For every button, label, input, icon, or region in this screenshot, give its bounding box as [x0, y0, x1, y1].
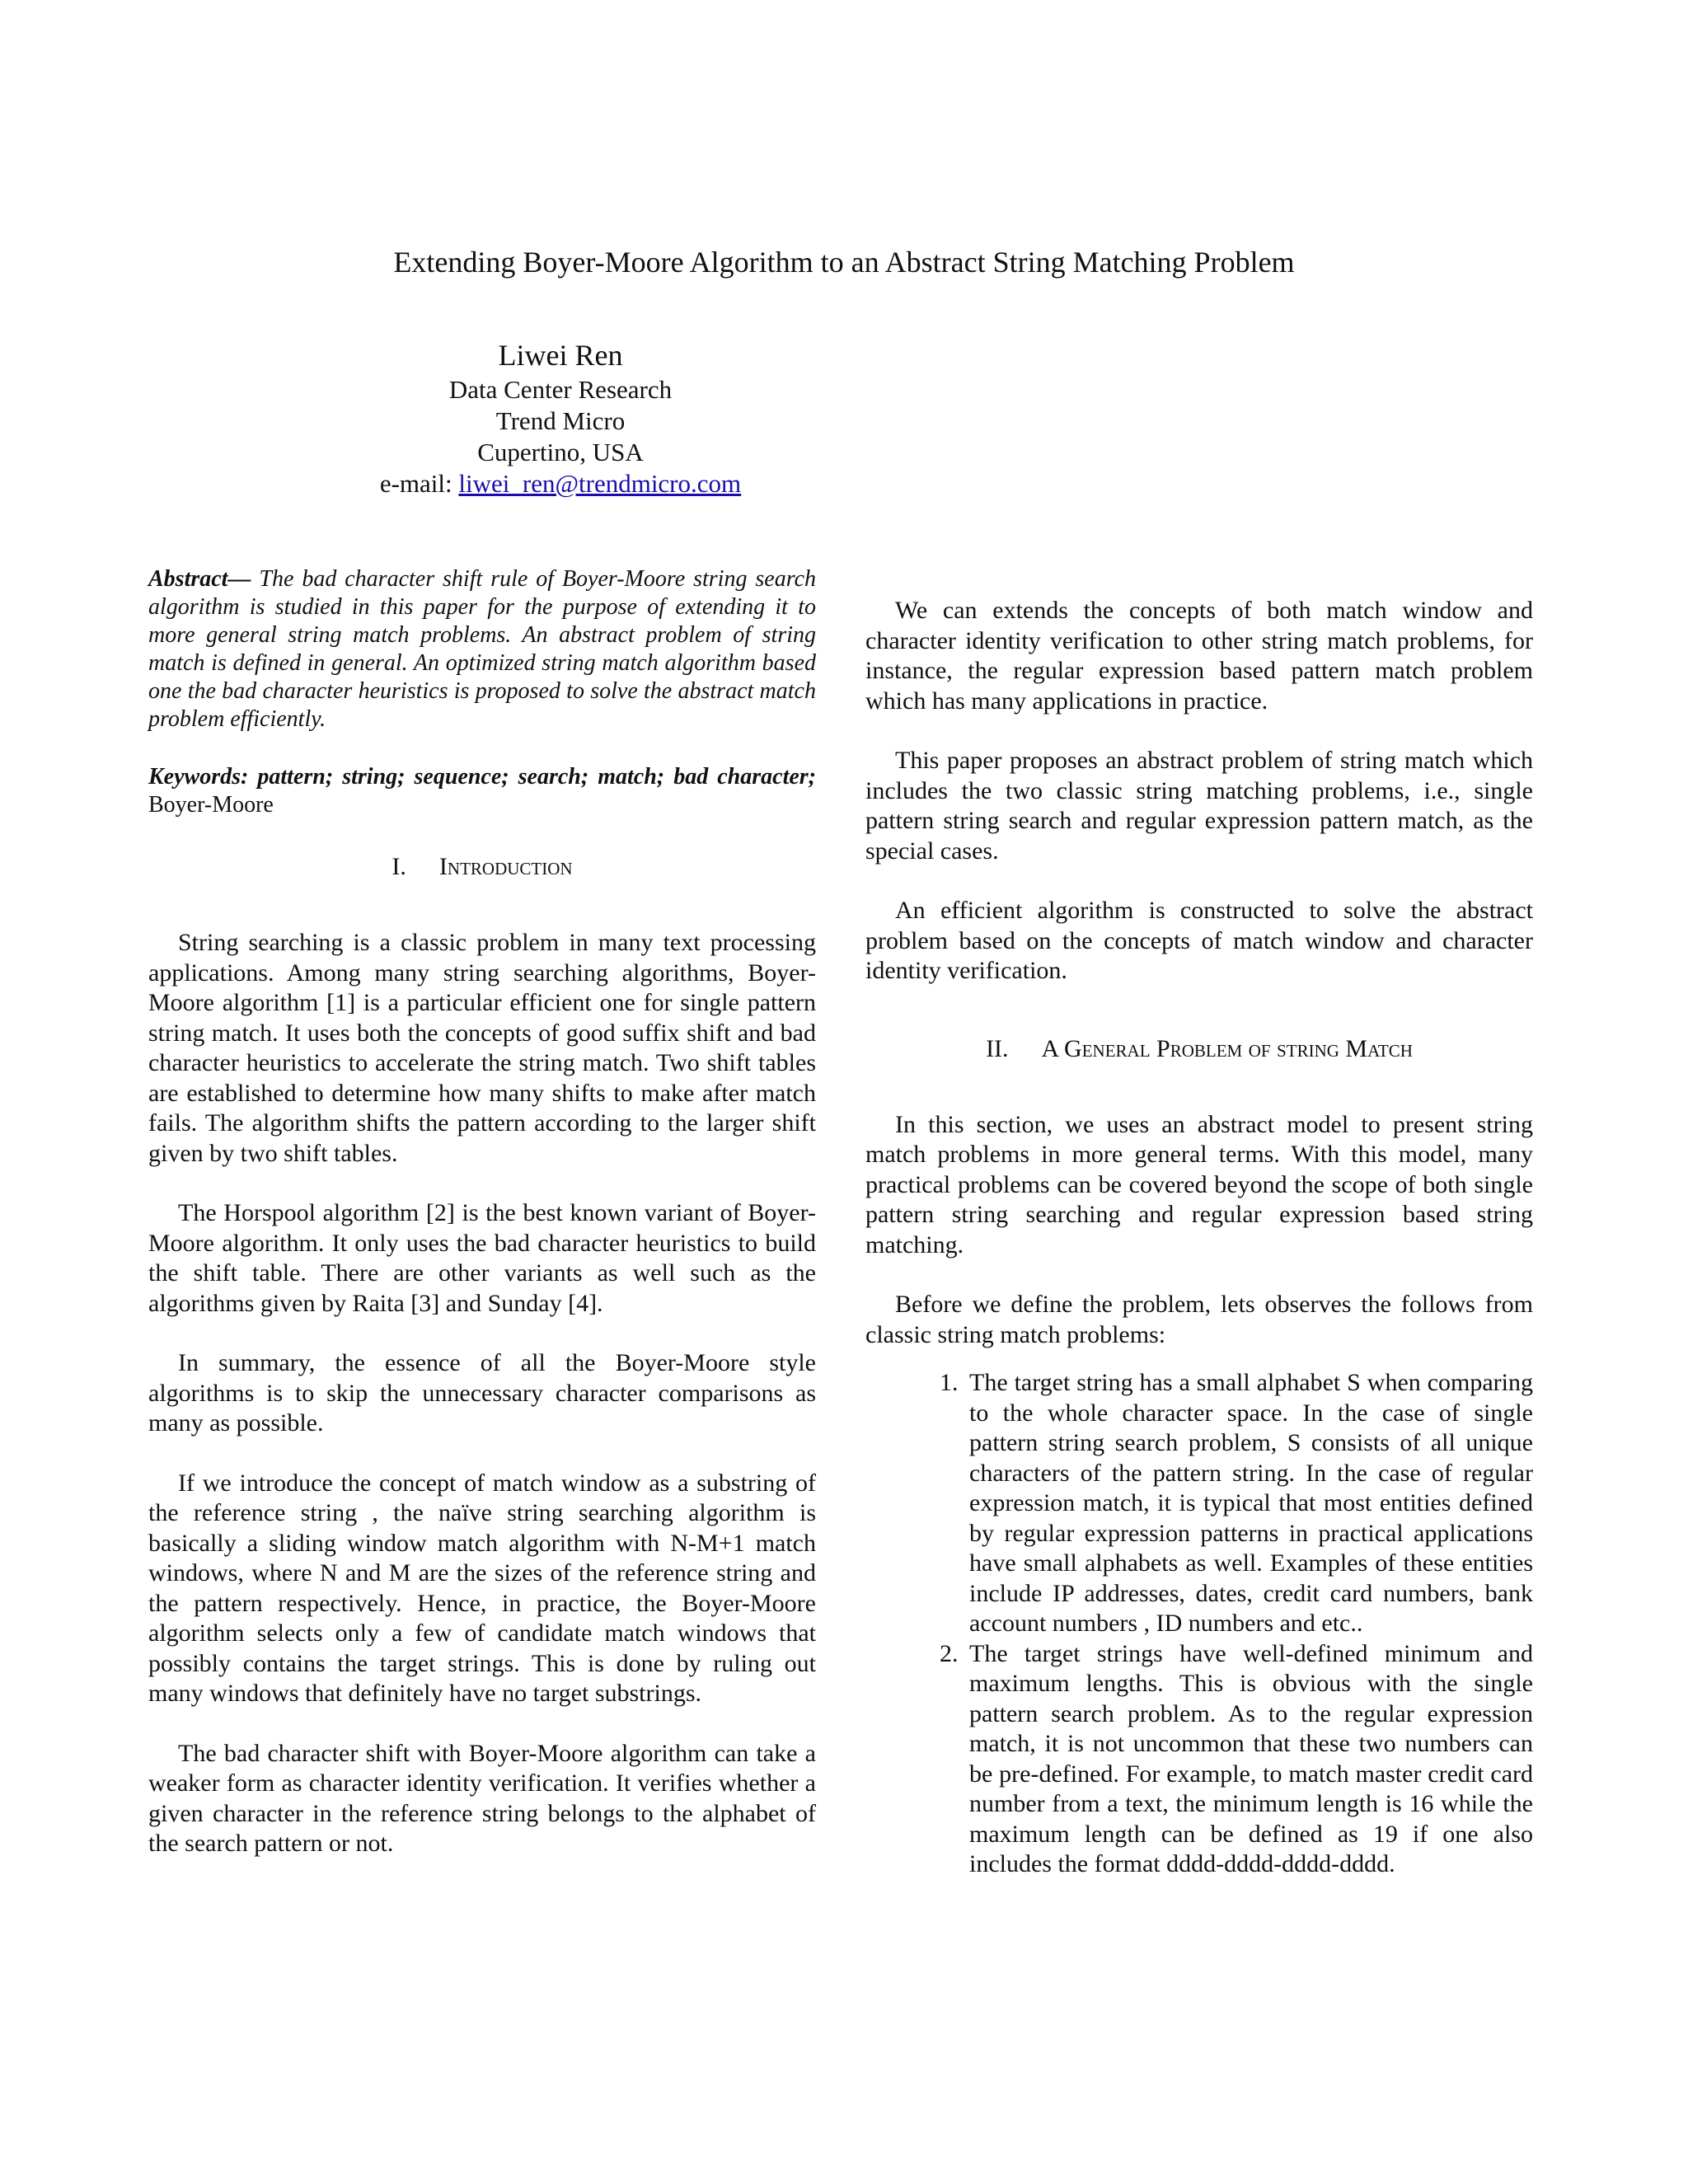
section-1-title: Introduction [438, 853, 573, 880]
right-intro-paragraph: An efficient algorithm is constructed to solve the abstract problem based on the concepts of match window and character identity verification. [865, 897, 1533, 984]
right-intro-paragraph: This paper proposes an abstract problem of string match which includes the two classic string matching problems, i.e., single pattern string search and regular expression pattern match, as the special cases. [865, 747, 1533, 865]
section-2-number: II. [986, 1034, 1009, 1062]
right-intro-paragraph: We can extends the concepts of both match window and character identity verification to other string match problems, for instance, the regular expression based pattern match problem which has many applications in practice. [865, 597, 1533, 715]
keywords [148, 763, 816, 819]
author-company: Trend Micro [495, 406, 626, 435]
email-label: e-mail: [379, 469, 459, 498]
section-1-number: I. [392, 853, 406, 880]
author-email-line [247, 468, 874, 499]
section-1-heading [148, 852, 816, 882]
right-column [865, 596, 1533, 1880]
observations-list [865, 1368, 1533, 1880]
left-column [148, 565, 816, 1889]
intro-paragraph: The bad character shift with Boyer-Moore algorithm can take a weaker form as character identity verification. It verifies whether a given character in the reference string belongs to the alphabet of the search pattern or not. [148, 1739, 816, 1857]
section-2-title: A General Problem of string Match [1041, 1034, 1413, 1062]
keywords-tail: Boyer-Moore [148, 792, 274, 818]
intro-paragraph: String searching is a classic problem in many text processing applications. Among many string searching algorithms, Boyer-Moore algorithm [1] is a particular efficient one for single pattern string match. It uses both the concepts of good suffix shift and bad character heuristics to accelerate the string match. Two shift tables are established to determine how many shifts to make after match fails. The algorithm shifts the pattern according to the larger shift given by two shift tables. [148, 929, 816, 1167]
abstract [148, 565, 816, 733]
paper-title: Extending Boyer-Moore Algorithm to an Abstract String Matching Problem [393, 246, 1295, 279]
section-2-paragraph: Before we define the problem, lets observes the follows from classic string match problems: [865, 1291, 1533, 1348]
abstract-text: The bad character shift rule of Boyer-Moore string search algorithm is studied in this paper for the purpose of extending it to more general string match problems. An abstract problem of string match is defined in general. An optimized string match algorithm based one the bad character heuristics is proposed to solve the abstract match problem efficiently. [148, 566, 816, 732]
intro-paragraph: The Horspool algorithm [2] is the best known variant of Boyer-Moore algorithm. It only uses the bad character heuristics to build the shift table. There are other variants as well such as the algorithms given by Raita [3] and Sunday [4]. [148, 1199, 816, 1317]
author-location: Cupertino, USA [477, 438, 644, 466]
keywords-lead: Keywords: pattern; string; sequence; search; match; bad character; [148, 764, 816, 790]
author-name: Liwei Ren [498, 339, 623, 372]
section-2-heading [865, 1034, 1533, 1064]
section-2-paragraph: In this section, we uses an abstract model to present string match problems in more general terms. With this model, many practical problems can be covered beyond the scope of both single pattern string searching and regular expression based string matching. [865, 1110, 1533, 1258]
intro-paragraph: If we introduce the concept of match window as a substring of the reference string , the naïve string searching algorithm is basically a sliding window match algorithm with N-M+1 match windows, where N and M are the sizes of the reference string and the pattern respectively. Hence, in practice, the Boyer-Moore algorithm selects only a few of candidate match windows that possibly contains the target strings. This is done by ruling out many windows that definitely have no target substrings. [148, 1469, 816, 1707]
email-link[interactable]: liwei_ren@trendmicro.com [458, 469, 742, 498]
list-item: 1. The target string has a small alphabet S when comparing to the whole character space. In the case of single pattern string search problem, S consists of all unique characters of the pattern string. In the case of regular expression match, it is typical that most entities defined by regular expression patterns in practical applications have small alphabets as well. Examples of these entities include IP addresses, dates, credit card numbers, bank account numbers , ID numbers and etc.. [964, 1368, 1533, 1639]
intro-paragraph: In summary, the essence of all the Boyer-Moore style algorithms is to skip the unnecessary character comparisons as many as possible. [148, 1349, 816, 1436]
author-department: Data Center Research [448, 375, 673, 404]
abstract-lead: Abstract— [148, 566, 251, 592]
list-item: 2. The target strings have well-defined minimum and maximum lengths. This is obvious with the single pattern search problem. As to the regular expression match, it is not uncommon that these two numbers can be pre-defined. For example, to match master credit card number from a text, the minimum length is 16 while the maximum length can be defined as 19 if one also includes the format dddd-dddd-dddd-dddd. [964, 1639, 1533, 1880]
author-block [247, 336, 874, 499]
